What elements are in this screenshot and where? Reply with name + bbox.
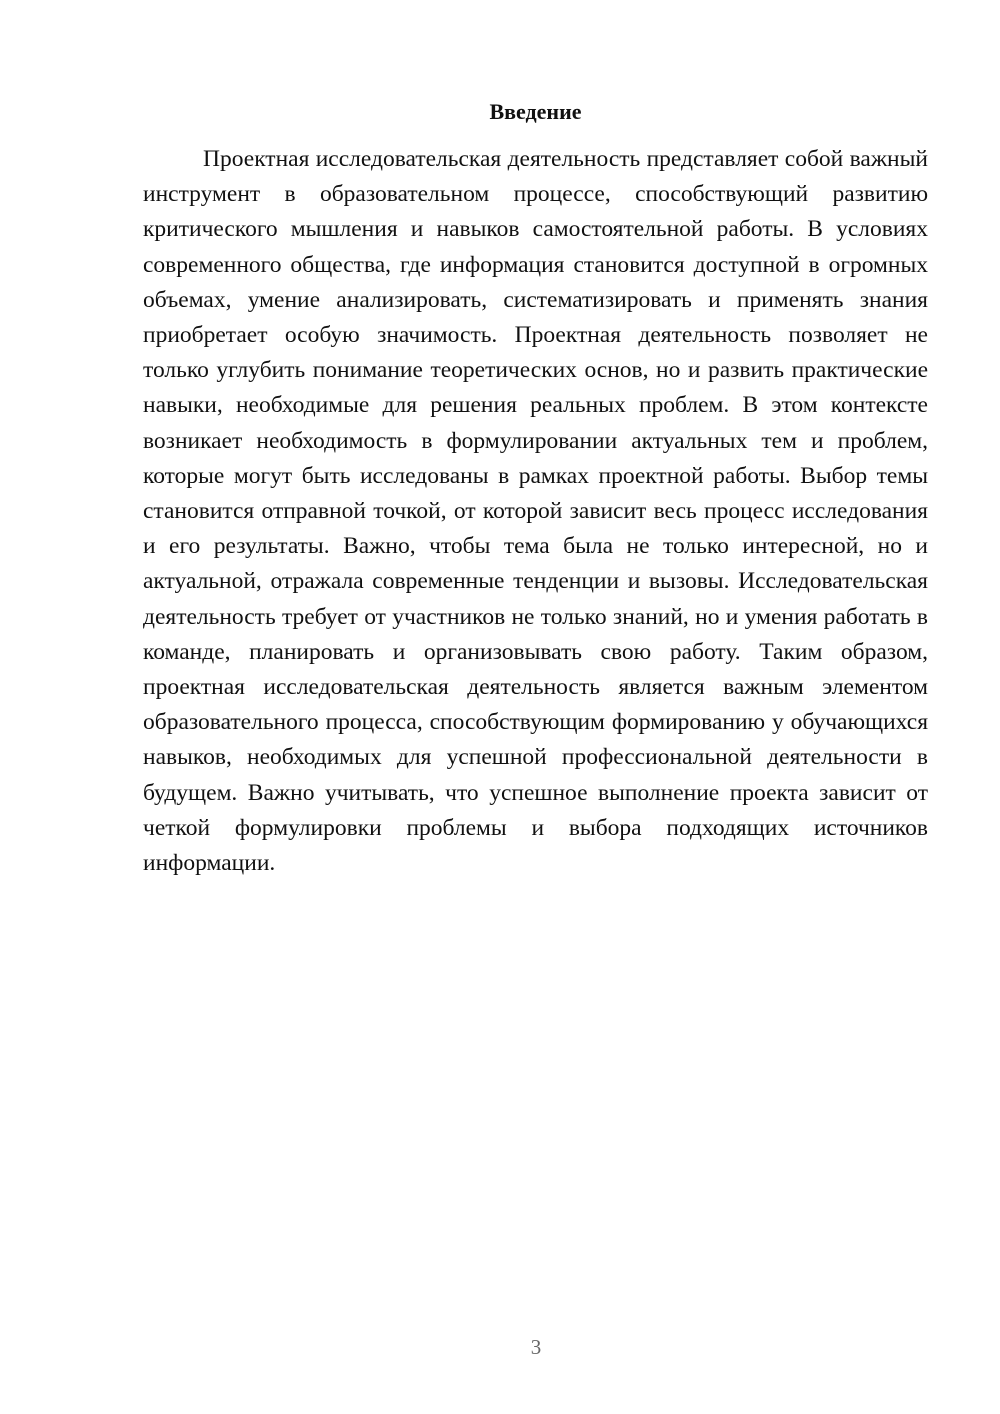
- body-paragraph: Проектная исследовательская деятельность представляет собой важный инструмент в образовательном процессе, способствующий развитию критического мышления и навыков самостоятельной работы. В условиях современного общества, где информация становится доступной в огромных объемах, умение анализировать, систематизировать и применять знания приобретает особую значимость. Проектная деятельность позволяет не только углубить понимание теоретических основ, но и развить практические навыки, необходимые для решения реальных проблем. В этом контексте возникает необходимость в формулировании актуальных тем и проблем, которые могут быть исследованы в рамках проектной работы. Выбор темы становится отправной точкой, от которой зависит весь процесс исследования и его результаты. Важно, чтобы тема была не только интересной, но и актуальной, отражала современные тенденции и вызовы. Исследовательская деятельность требует от участников не только знаний, но и умения работать в команде, планировать и организовывать свою работу. Таким образом, проектная исследовательская деятельность является важным элементом образовательного процесса, способствующим формированию у обучающихся навыков, необходимых для успешной профессиональной деятельности в будущем. Важно учитывать, что успешное выполнение проекта зависит от четкой формулировки проблемы и выбора подходящих источников информации.: [143, 146, 928, 877]
- section-heading: Введение: [489, 99, 582, 124]
- page-number: 3: [530, 1335, 542, 1359]
